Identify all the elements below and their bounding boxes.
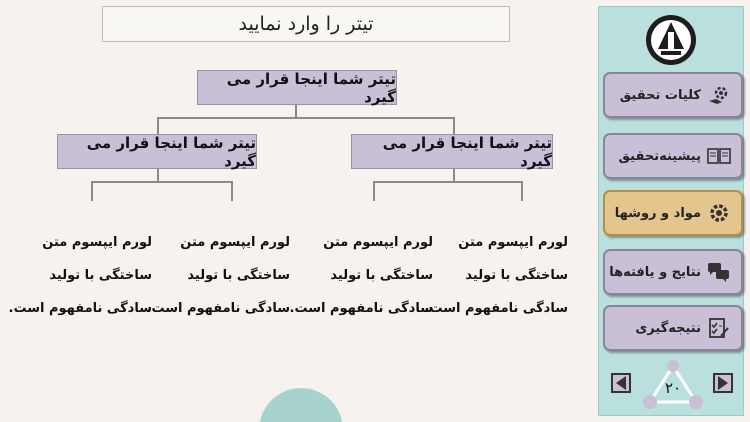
connector-right-drop	[453, 117, 455, 134]
connector-left-leaf-b	[231, 181, 233, 201]
left-node: تیتر شما اینجا قرار می گیرد	[57, 134, 257, 169]
right-node: تیتر شما اینجا قرار می گیرد	[351, 134, 553, 169]
connector-root-down	[295, 104, 297, 118]
nav-label: مواد و روشها	[614, 205, 701, 221]
leaf-text: لورم ایپسوم متن ساختگی با تولید سادگی نامفهوم است.	[8, 235, 152, 316]
nav-label: پیشینه‌تحقیق	[618, 148, 701, 164]
connector-left-leaf-a	[91, 181, 93, 201]
slide-title: تیتر را وارد نمایید	[102, 6, 510, 42]
nav-label: کلیات تحقیق	[619, 87, 701, 103]
book-icon	[707, 144, 731, 168]
previous-slide-button[interactable]	[611, 373, 631, 393]
nav-button-overview[interactable]	[603, 72, 743, 118]
leaf-text: لورم ایپسوم متن ساختگی با تولید سادگی نامفهوم است.	[424, 235, 568, 316]
nav-label: نتایج و یافته‌ها	[609, 264, 701, 280]
nav-button-methods[interactable]	[603, 190, 743, 236]
nav-label: نتیجه‌گیری	[635, 320, 701, 336]
connector-top-bar	[157, 117, 455, 119]
connector-right-leaf-b	[521, 181, 523, 201]
leaf-text: لورم ایپسوم متن ساختگی با تولید سادگی نامفهوم است.	[289, 235, 433, 316]
next-slide-button[interactable]	[713, 373, 733, 393]
university-logo	[643, 13, 699, 67]
connector-right-bar	[373, 181, 523, 183]
gear-hand-icon	[707, 83, 731, 107]
triangle-right-icon	[718, 376, 728, 390]
connector-right-leaf-a	[373, 181, 375, 201]
chat-bubbles-icon	[707, 260, 731, 284]
checklist-icon	[707, 316, 731, 340]
nav-button-literature[interactable]	[603, 133, 743, 179]
connector-left-drop	[157, 117, 159, 134]
decorative-circle	[259, 388, 343, 422]
nav-button-conclusion[interactable]	[603, 305, 743, 351]
connector-left-bar	[91, 181, 233, 183]
triangle-left-icon	[616, 376, 626, 390]
page-number: ۲۰	[664, 379, 682, 397]
nav-button-results[interactable]	[603, 249, 743, 295]
settings-icon	[707, 201, 731, 225]
leaf-text: لورم ایپسوم متن ساختگی با تولید سادگی نامفهوم است.	[146, 235, 290, 316]
root-node: تیتر شما اینجا قرار می گیرد	[197, 70, 397, 105]
